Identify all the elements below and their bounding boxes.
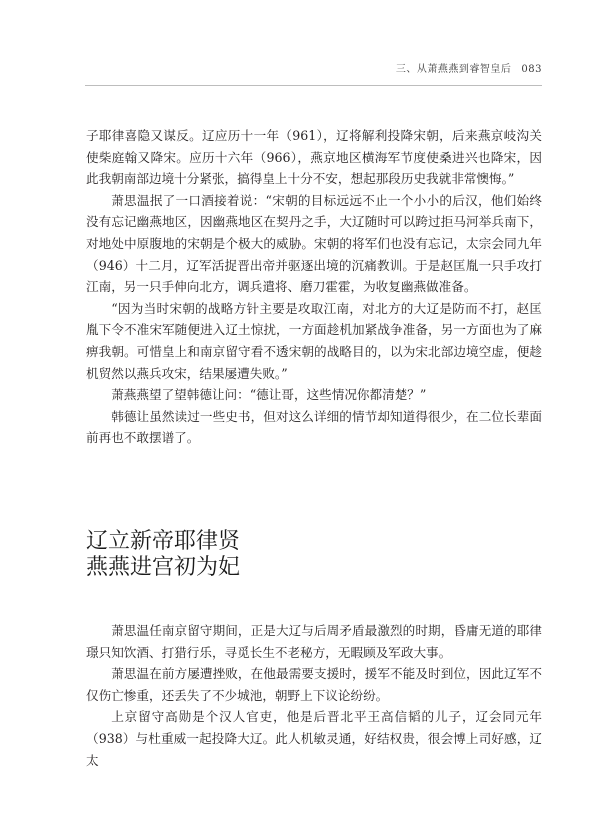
- paragraph: 子耶律喜隐又谋反。辽应历十一年（961），辽将解利投降宋朝，后来燕京岐沟关使柴庭翰又降宋。应历十六年（966），燕京地区横海军节度使桑进兴也降宋，因此我朝南部边境十分紧张，搞得皇上十分不安，想起那段历史我就非常懊悔。”: [86, 128, 542, 187]
- body-text-upper: [86, 125, 542, 449]
- chapter-title: 三、从萧燕燕到睿智皇后: [395, 64, 512, 75]
- header-divider: [85, 85, 542, 86]
- body-text-lower: [86, 620, 542, 771]
- paragraph: “因为当时宋朝的战略方针主要是攻取江南，对北方的大辽是防而不打，赵匡胤下令不准宋军随便进入辽土惊扰，一方面趁机加紧战争准备，另一方面也为了麻痹我朝。可惜皇上和南京留守看不透宋朝的战略目的，以为宋北部边境空虚，便趁机贸然以燕兵攻宋，结果屡遭失败。”: [86, 300, 542, 381]
- paragraph: 萧燕燕望了望韩德让问：“德让哥，这些情况你都清楚？”: [111, 387, 427, 403]
- page-number: 083: [521, 64, 542, 75]
- section-heading-line-2: 燕燕进宫初为妃: [86, 555, 241, 580]
- running-header: [396, 60, 542, 75]
- paragraph: 萧思温抿了一口酒接着说：“宋朝的目标远远不止一个小小的后汉，他们始终没有忘记幽燕地区，因幽燕地区在契丹之手，大辽随时可以跨过拒马河举兵南下，对地处中原腹地的宋朝是个极大的威胁。宋朝的将军们也没有忘记，太宗会同九年（946）十二月，辽军活捉晋出帝并驱逐出境的沉痛教训。于是赵匡胤一只手攻打江南，另一只手伸向北方，调兵遣将、磨刀霍霍，为收复幽燕做准备。: [86, 192, 542, 295]
- paragraph: 萧思温在前方屡遭挫败，在他最需要支援时，援军不能及时到位，因此辽军不仅伤亡惨重，还丢失了不少城池，朝野上下议论纷纷。: [86, 666, 542, 703]
- paragraph: 上京留守高勋是个汉人官吏，他是后晋北平王高信韬的儿子，辽会同元年（938）与杜重威一起投降大辽。此人机敏灵通，好结权贵，很会博上司好感，辽太: [86, 709, 542, 768]
- section-heading-line-1: 辽立新帝耶律贤: [86, 529, 241, 554]
- section-heading: [86, 529, 240, 581]
- paragraph: 萧思温任南京留守期间，正是大辽与后周矛盾最激烈的时期，昏庸无道的耶律璟只知饮酒、打猎行乐，寻觅长生不老秘方，无暇顾及军政大事。: [86, 623, 542, 660]
- paragraph: 韩德让虽然读过一些史书，但对这么详细的情节却知道得很少，在二位长辈面前再也不敢摆谱了。: [86, 408, 542, 446]
